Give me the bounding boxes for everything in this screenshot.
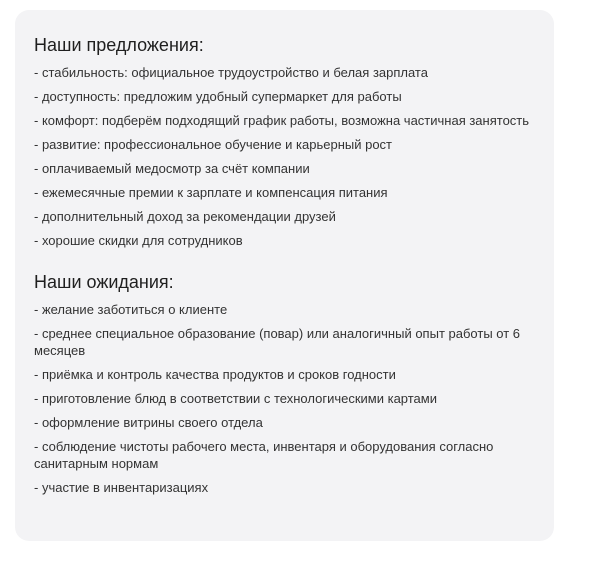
list-item: - приёмка и контроль качества продуктов и сроков годности — [34, 367, 396, 382]
list-item: - оплачиваемый медосмотр за счёт компании — [34, 161, 310, 176]
offers-list — [34, 64, 532, 249]
list-item: - комфорт: подберём подходящий график работы, возможна частичная занятость — [34, 113, 530, 128]
list-item: - развитие: профессиональное обучение и карьерный рост — [34, 137, 393, 152]
offers-section — [34, 34, 532, 249]
expectations-title: Наши ожидания: — [34, 272, 174, 292]
list-item: - соблюдение чистоты рабочего места, инвентаря и оборудования согласно санитарным нормам — [34, 439, 494, 471]
list-item: - стабильность: официальное трудоустройство и белая зарплата — [34, 65, 428, 80]
vacancy-details-card — [15, 10, 554, 541]
list-item: - участие в инвентаризациях — [34, 480, 209, 495]
list-item: - желание заботиться о клиенте — [34, 302, 228, 317]
list-item: - доступность: предложим удобный супермаркет для работы — [34, 89, 402, 104]
list-item: - ежемесячные премии к зарплате и компенсация питания — [34, 185, 388, 200]
list-item: - дополнительный доход за рекомендации друзей — [34, 209, 336, 224]
list-item: - хорошие скидки для сотрудников — [34, 233, 243, 248]
list-item: - среднее специальное образование (повар) или аналогичный опыт работы от 6 месяцев — [34, 326, 521, 358]
expectations-section — [34, 271, 532, 496]
list-item: - оформление витрины своего отдела — [34, 415, 263, 430]
offers-title: Наши предложения: — [34, 35, 204, 55]
expectations-list — [34, 301, 532, 496]
list-item: - приготовление блюд в соответствии с технологическими картами — [34, 391, 437, 406]
